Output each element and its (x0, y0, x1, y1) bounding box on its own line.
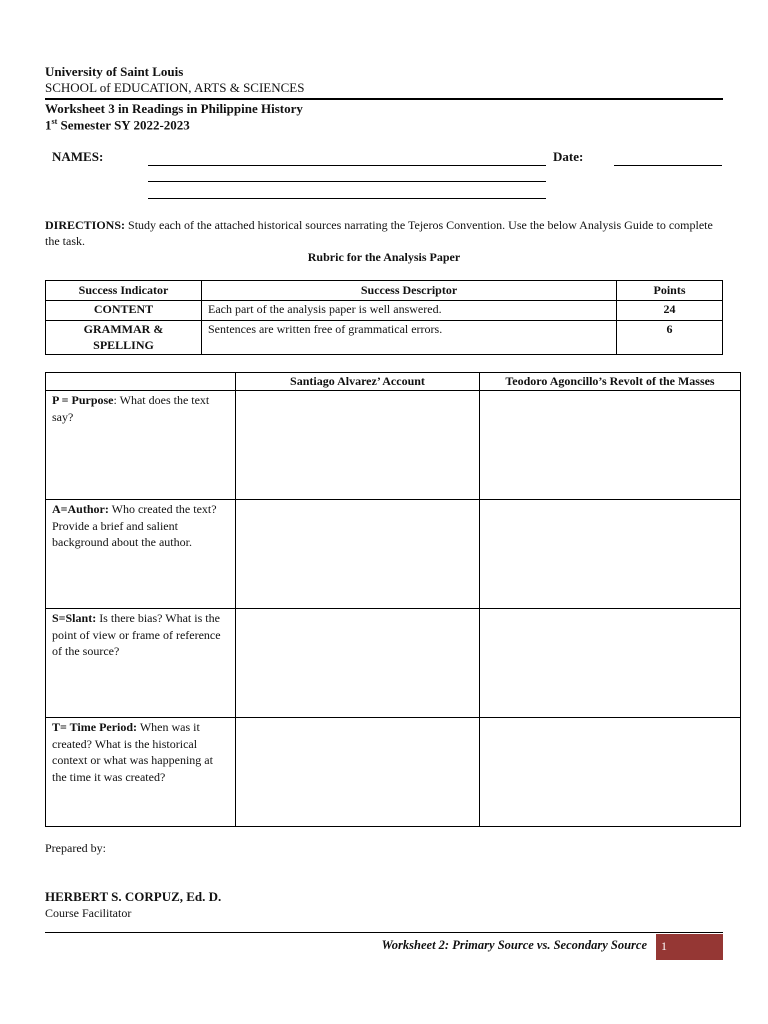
analysis-col-blank (46, 373, 236, 391)
date-line[interactable] (614, 165, 722, 166)
alvarez-answer-cell[interactable] (236, 609, 480, 718)
analysis-col-alvarez: Santiago Alvarez’ Account (236, 373, 480, 391)
agoncillo-answer-cell[interactable] (480, 609, 741, 718)
analysis-criterion (46, 609, 236, 718)
agoncillo-answer-cell[interactable] (480, 718, 741, 827)
analysis-criterion (46, 718, 236, 827)
rubric-col-points: Points (617, 281, 723, 301)
directions-label: DIRECTIONS: (45, 218, 126, 232)
criterion-term: A=Author: (52, 502, 109, 516)
page-number: 1 (661, 939, 667, 953)
analysis-row-purpose (46, 391, 741, 500)
criterion-question: When was it created? What is the historical context or what was happening at the time it was created? (52, 720, 213, 784)
analysis-criterion (46, 500, 236, 609)
rubric-descriptor: Each part of the analysis paper is well answered. (202, 301, 617, 321)
criterion-question: Is there bias? What is the point of view or frame of reference of the source? (52, 611, 221, 658)
university-name: University of Saint Louis (45, 64, 184, 79)
semester-superscript: st (51, 117, 58, 126)
footer-divider (45, 932, 723, 933)
analysis-criterion (46, 391, 236, 500)
criterion-question: : What does the text say? (52, 393, 210, 424)
date-label: Date: (553, 149, 584, 164)
names-line-3[interactable] (148, 198, 546, 199)
semester-text: Semester SY 2022-2023 (57, 117, 190, 133)
analysis-row-time-period (46, 718, 741, 827)
analysis-row-slant (46, 609, 741, 718)
prepared-by-label: Prepared by: (45, 841, 106, 855)
header-divider (45, 98, 723, 100)
criterion-term: S=Slant: (52, 611, 97, 625)
signatory-name: HERBERT S. CORPUZ, Ed. D. (45, 889, 222, 904)
semester-number: 1 (45, 117, 52, 133)
analysis-row-author (46, 500, 741, 609)
analysis-header-row (46, 373, 741, 391)
criterion-term: P = Purpose (52, 393, 114, 407)
rubric-row (46, 321, 723, 355)
rubric-col-indicator: Success Indicator (46, 281, 202, 301)
rubric-indicator: GRAMMAR & SPELLING (46, 321, 202, 355)
worksheet-title: Worksheet 3 in Readings in Philippine History (45, 101, 303, 116)
alvarez-answer-cell[interactable] (236, 718, 480, 827)
semester-line (45, 117, 190, 133)
names-line-2[interactable] (148, 181, 546, 182)
agoncillo-answer-cell[interactable] (480, 391, 741, 500)
school-name: SCHOOL of EDUCATION, ARTS & SCIENCES (45, 80, 305, 95)
rubric-table (45, 280, 723, 355)
names-line-1[interactable] (148, 165, 546, 166)
directions (45, 217, 725, 249)
names-label: NAMES: (52, 149, 104, 164)
page-number-badge (656, 934, 723, 960)
footer-text: Worksheet 2: Primary Source vs. Secondary Source (381, 938, 647, 952)
rubric-row (46, 301, 723, 321)
agoncillo-answer-cell[interactable] (480, 500, 741, 609)
rubric-points: 24 (617, 301, 723, 321)
analysis-col-agoncillo: Teodoro Agoncillo’s Revolt of the Masses (480, 373, 741, 391)
alvarez-answer-cell[interactable] (236, 500, 480, 609)
alvarez-answer-cell[interactable] (236, 391, 480, 500)
rubric-title: Rubric for the Analysis Paper (307, 250, 461, 264)
signatory-role: Course Facilitator (45, 906, 132, 920)
rubric-col-descriptor: Success Descriptor (202, 281, 617, 301)
rubric-descriptor: Sentences are written free of grammatical errors. (202, 321, 617, 355)
criterion-term: T= Time Period: (52, 720, 138, 734)
directions-text: Study each of the attached historical sources narrating the Tejeros Convention. Use the below Analysis Guide to complete the task. (45, 218, 713, 248)
rubric-header-row (46, 281, 723, 301)
analysis-table (45, 372, 741, 827)
criterion-question: Who created the text? Provide a brief and salient background about the author. (52, 502, 217, 549)
rubric-points: 6 (617, 321, 723, 355)
rubric-indicator: CONTENT (46, 301, 202, 321)
